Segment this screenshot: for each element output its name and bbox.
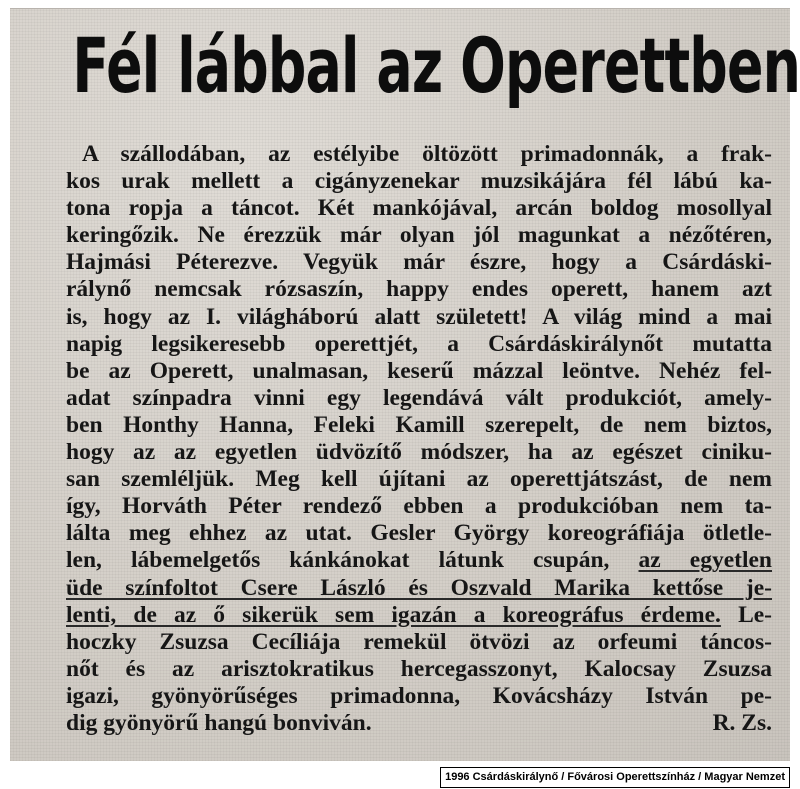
highlighted-text: üde színfoltot Csere László és Oszvald Marika kettőse je-	[66, 574, 772, 601]
article-line	[66, 575, 772, 602]
article-line-last	[66, 710, 772, 737]
article-line: hogy az az egyetlen üdvözítő módszer, ha az egészet ciniku-	[66, 439, 772, 466]
article-line: nőt és az arisztokratikus hercegasszonyt, Kalocsay Zsuzsa	[66, 655, 772, 682]
article-line: rálynő nemcsak rózsaszín, happy endes operett, hanem azt	[66, 276, 772, 303]
article-line: napig legsikeresebb operettjét, a Csárdáskirálynőt mutatta	[66, 330, 772, 357]
article-line: így, Horváth Péter rendező ebben a produkcióban nem ta-	[66, 493, 772, 520]
article-line: is, hogy az I. világháború alatt született! A világ mind a mai	[66, 303, 772, 330]
article-line: ben Honthy Hanna, Feleki Kamill szerepelt, de nem biztos,	[66, 411, 772, 438]
article-line: san szemléljük. Meg kell újítani az operettjátszást, de nem	[66, 466, 772, 493]
headline: Fél lábbal az Operettben	[72, 23, 800, 111]
caption-label: 1996 Csárdáskirálynő / Fővárosi Operettszínház / Magyar Nemzet	[440, 767, 790, 788]
article-line: lálta meg ehhez az utat. Gesler György koreográfiája ötletle-	[66, 520, 772, 547]
article-line: tona ropja a táncot. Két mankójával, arcán boldog mosollyal	[66, 195, 772, 222]
article-line: keringőzik. Ne érezzük már olyan jól magunkat a nézőtéren,	[66, 222, 772, 249]
newspaper-clipping	[10, 8, 800, 761]
article-line-text: dig gyönyörű hangú bonviván.	[66, 709, 372, 736]
article-line	[66, 602, 772, 629]
article-line: Hajmási Péterezve. Vegyük már észre, hogy a Csárdáski-	[66, 249, 772, 276]
article-line: adat színpadra vinni egy legendává vált produkciót, amely-	[66, 384, 772, 411]
article-line: igazi, gyönyörűséges primadonna, Kovácsházy István pe-	[66, 682, 772, 709]
article-line	[66, 547, 772, 574]
article-line: be az Operett, unalmasan, keserű mázzal leöntve. Nehéz fel-	[66, 357, 772, 384]
article-line-text: len, lábemelgetős kánkánokat látunk csupán,	[66, 547, 610, 574]
article-line: A szállodában, az estélyibe öltözött primadonnák, a frak-	[82, 141, 772, 167]
author-signature: R. Zs.	[712, 709, 772, 736]
article-body	[66, 141, 772, 737]
article-line-text: Le-	[738, 601, 772, 628]
article-line: kos urak mellett a cigányzenekar muzsikájára fél lábú ka-	[66, 168, 772, 195]
highlighted-text: az egyetlen	[638, 547, 772, 574]
article-line: hoczky Zsuzsa Cecíliája remekül ötvözi az orfeumi táncos-	[66, 628, 772, 655]
highlighted-text: lenti, de az ő sikerük sem igazán a koreográfus érdeme.	[66, 601, 721, 628]
